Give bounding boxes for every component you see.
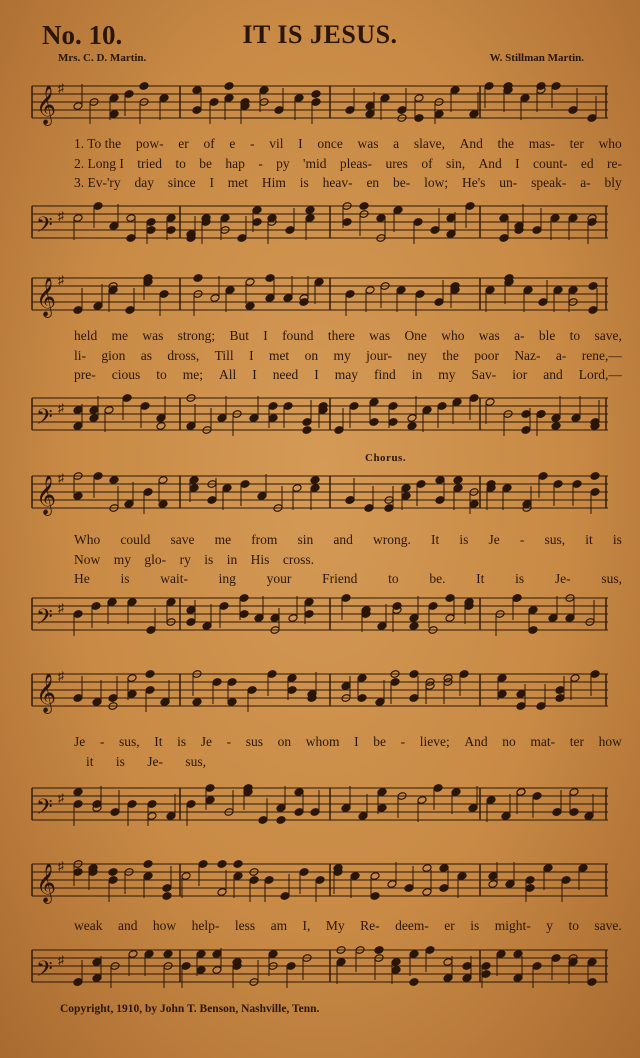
lyric-syllable: Sav- bbox=[471, 367, 497, 382]
note-head bbox=[193, 274, 203, 283]
lyric-syllable: me; bbox=[182, 367, 203, 382]
lyric-syllable: deem- bbox=[395, 918, 429, 933]
note-head bbox=[359, 202, 369, 211]
lyric-syllable: ter bbox=[569, 734, 585, 749]
lyric-syllable: ble bbox=[538, 328, 556, 343]
lyric-syllable: once bbox=[317, 136, 343, 151]
lyric-syllable: mat- bbox=[530, 734, 556, 749]
note-head bbox=[305, 206, 315, 215]
lyric-syllable: may bbox=[334, 367, 358, 382]
note-head bbox=[163, 950, 173, 959]
lyric-syllable: 1. To the bbox=[74, 136, 122, 151]
lyric-syllable: found bbox=[282, 328, 314, 343]
lyric-syllable: speak- bbox=[531, 175, 567, 190]
lyric-syllable: Friend bbox=[322, 571, 358, 586]
lyric-syllable: One bbox=[404, 328, 427, 343]
lyric-syllable: hap bbox=[225, 155, 245, 171]
treble-clef: 𝄞 bbox=[36, 475, 57, 515]
lyric-syllable: Je bbox=[488, 532, 500, 547]
note-head bbox=[143, 860, 153, 869]
lyric-syllable: li- bbox=[74, 347, 86, 363]
note-head bbox=[453, 476, 463, 485]
lyric-syllable: I bbox=[252, 367, 257, 382]
note-head bbox=[233, 860, 243, 869]
lyric-syllable: sus, bbox=[119, 734, 140, 749]
sharp-icon: ♯ bbox=[58, 471, 64, 485]
staff-drawing bbox=[30, 200, 612, 250]
lyric-syllable: mas- bbox=[528, 136, 555, 151]
lyric-line bbox=[74, 326, 622, 346]
lyrics-block bbox=[74, 732, 622, 771]
lyric-syllable: met bbox=[268, 347, 290, 363]
lyric-syllable: no bbox=[502, 734, 516, 749]
lyric-syllable: my bbox=[438, 367, 456, 382]
lyric-syllable: less bbox=[234, 918, 256, 933]
lyric-syllable: met bbox=[227, 175, 249, 190]
lyric-syllable: and bbox=[117, 918, 138, 933]
music-system-4 bbox=[30, 664, 622, 834]
lyric-syllable: I bbox=[298, 136, 303, 151]
lyric-syllable: is bbox=[459, 532, 469, 547]
lyric-syllable: be- bbox=[393, 175, 411, 190]
lyric-syllable: ry bbox=[179, 551, 191, 567]
lyric-syllable: cross. bbox=[282, 551, 314, 567]
lyric-syllable: my bbox=[113, 551, 131, 567]
note-head bbox=[310, 476, 320, 485]
lyric-syllable: could bbox=[120, 532, 151, 547]
sharp-icon: ♯ bbox=[58, 601, 64, 615]
lyric-syllable: I bbox=[354, 734, 359, 749]
lyric-syllable: to bbox=[568, 918, 579, 933]
note-head bbox=[162, 892, 172, 901]
bass-staff bbox=[30, 944, 612, 986]
lyrics-block bbox=[74, 326, 622, 385]
lyric-syllable: to bbox=[569, 328, 581, 343]
note-head bbox=[109, 476, 119, 485]
lyrics-block bbox=[74, 134, 622, 193]
chorus-label: Chorus. bbox=[365, 452, 407, 464]
sharp-icon: ♯ bbox=[58, 81, 64, 95]
lyric-syllable: to bbox=[156, 367, 167, 382]
lyric-syllable: save, bbox=[594, 328, 622, 343]
lyric-syllable: my bbox=[333, 347, 351, 363]
treble-staff bbox=[30, 80, 612, 125]
lyric-syllable: am bbox=[270, 918, 288, 933]
lyric-syllable: I, bbox=[302, 918, 311, 933]
lyric-syllable: the bbox=[497, 136, 515, 151]
lyric-syllable: and bbox=[543, 367, 563, 382]
bass-staff bbox=[30, 392, 612, 434]
lyric-syllable: Lord,— bbox=[578, 367, 622, 382]
lyric-syllable: pre- bbox=[74, 367, 96, 382]
lyric-syllable: weak bbox=[74, 918, 103, 933]
lyric-syllable: But bbox=[229, 328, 249, 343]
lyric-syllable: lieve; bbox=[419, 734, 450, 749]
lyric-syllable: Re- bbox=[360, 918, 380, 933]
note-head bbox=[224, 82, 234, 91]
lyric-syllable: who bbox=[598, 136, 622, 151]
lyric-syllable: rene,— bbox=[581, 347, 622, 363]
lyric-syllable: I bbox=[209, 175, 214, 190]
music-system-2 bbox=[30, 266, 622, 446]
note-head bbox=[73, 788, 83, 797]
bass-staff bbox=[30, 782, 612, 824]
lyric-syllable: in bbox=[226, 551, 238, 567]
lyric-syllable: sus bbox=[245, 734, 264, 749]
lyric-syllable: cious bbox=[111, 367, 141, 382]
note-head bbox=[311, 90, 321, 99]
lyric-syllable: from bbox=[251, 532, 278, 547]
lyric-syllable: to bbox=[175, 155, 186, 171]
note-head bbox=[192, 698, 202, 707]
lyric-syllable: Till bbox=[214, 347, 234, 363]
lyric-syllable: need bbox=[272, 367, 299, 382]
bass-clef: 𝄢 bbox=[36, 795, 53, 825]
lyric-syllable: vil bbox=[269, 136, 284, 151]
lyric-line bbox=[74, 550, 314, 570]
lyric-syllable: er bbox=[178, 136, 189, 151]
hymn-title: IT IS JESUS. bbox=[242, 20, 398, 49]
lyric-line bbox=[74, 365, 622, 385]
lyric-syllable: 'mid bbox=[303, 155, 327, 171]
bass-clef: 𝄢 bbox=[36, 213, 53, 243]
bass-staff bbox=[30, 592, 612, 634]
treble-staff bbox=[30, 858, 612, 903]
lyric-syllable: - bbox=[258, 155, 263, 171]
copyright-notice: Copyright, 1910, by John T. Benson, Nashville, Tenn. bbox=[60, 1003, 320, 1015]
hymn-number: No. 10. bbox=[42, 20, 123, 50]
lyric-syllable: pow- bbox=[135, 136, 164, 151]
note-head bbox=[407, 422, 417, 431]
staff-drawing bbox=[30, 80, 612, 130]
lyric-syllable: Naz- bbox=[514, 347, 541, 363]
bass-clef: 𝄢 bbox=[36, 957, 53, 987]
lyric-syllable: Now bbox=[74, 551, 101, 567]
sharp-icon: ♯ bbox=[58, 273, 64, 287]
sharp-icon: ♯ bbox=[58, 791, 64, 805]
lyric-syllable: sus, bbox=[185, 753, 206, 769]
treble-clef: 𝄞 bbox=[36, 673, 57, 713]
lyric-syllable: low; bbox=[424, 175, 449, 190]
lyric-syllable: ter bbox=[569, 136, 584, 151]
lyric-syllable: Je bbox=[200, 734, 213, 749]
lyric-line bbox=[74, 916, 622, 936]
lyric-syllable: whom bbox=[305, 734, 340, 749]
lyric-syllable: is bbox=[515, 571, 525, 586]
staff-drawing bbox=[30, 668, 612, 718]
lyric-syllable: a bbox=[393, 136, 400, 151]
lyric-syllable: is bbox=[299, 175, 309, 190]
lyric-syllable: Him bbox=[261, 175, 286, 190]
note-head bbox=[374, 946, 384, 955]
lyric-syllable: save bbox=[170, 532, 195, 547]
lyric-syllable: save. bbox=[594, 918, 622, 933]
lyric-syllable: me bbox=[214, 532, 232, 547]
lyric-syllable: er bbox=[444, 918, 455, 933]
lyric-line bbox=[74, 173, 622, 193]
lyric-syllable: bly bbox=[604, 175, 622, 190]
lyric-syllable: en bbox=[366, 175, 380, 190]
lyric-syllable: is bbox=[470, 918, 480, 933]
note-head bbox=[409, 978, 419, 987]
note-head bbox=[276, 816, 286, 825]
lyric-syllable: Who bbox=[74, 532, 101, 547]
lyric-syllable: re- bbox=[606, 155, 622, 171]
lyric-line bbox=[74, 530, 622, 550]
lyric-syllable: - bbox=[250, 136, 255, 151]
lyric-syllable: I bbox=[314, 367, 319, 382]
note-head bbox=[156, 422, 166, 431]
lyric-syllable: since bbox=[167, 175, 196, 190]
composer: W. Stillman Martin. bbox=[489, 52, 584, 64]
lyric-syllable: there bbox=[327, 328, 355, 343]
lyric-syllable: - bbox=[226, 734, 232, 749]
note-head bbox=[139, 82, 149, 91]
treble-staff bbox=[30, 272, 612, 317]
note-head bbox=[108, 868, 118, 877]
lyric-syllable: was bbox=[357, 136, 379, 151]
lyric-syllable: is bbox=[612, 532, 622, 547]
lyric-line bbox=[74, 732, 622, 752]
lyric-syllable: ures bbox=[385, 155, 408, 171]
lyric-syllable: wrong. bbox=[373, 532, 411, 547]
staff-drawing bbox=[30, 470, 612, 520]
lyric-syllable: sin bbox=[297, 532, 314, 547]
lyric-syllable: me bbox=[111, 328, 129, 343]
lyric-syllable: And bbox=[464, 734, 488, 749]
staff-drawing bbox=[30, 592, 612, 642]
lyric-syllable: And bbox=[459, 136, 483, 151]
lyric-syllable: to bbox=[388, 571, 399, 586]
bass-clef: 𝄢 bbox=[36, 405, 53, 435]
treble-clef: 𝄞 bbox=[36, 277, 57, 317]
lyric-syllable: He bbox=[74, 571, 90, 586]
lyric-syllable: glo- bbox=[144, 551, 167, 567]
note-head bbox=[409, 622, 419, 631]
treble-staff bbox=[30, 668, 612, 713]
lyric-syllable: is bbox=[115, 753, 125, 769]
sharp-icon: ♯ bbox=[58, 401, 64, 415]
lyric-syllable: ed bbox=[580, 155, 594, 171]
lyric-syllable: ing bbox=[218, 571, 236, 586]
music-system-3 bbox=[30, 464, 622, 644]
lyric-syllable: - bbox=[99, 734, 105, 749]
lyric-syllable: your bbox=[266, 571, 292, 586]
lyric-syllable: It bbox=[476, 571, 485, 586]
lyric-syllable: wait- bbox=[160, 571, 188, 586]
lyric-syllable: of bbox=[203, 136, 215, 151]
lyric-syllable: jour- bbox=[366, 347, 393, 363]
lyric-syllable: I bbox=[249, 347, 254, 363]
lyric-syllable: find bbox=[374, 367, 396, 382]
lyric-syllable: tried bbox=[137, 155, 162, 171]
bass-staff bbox=[30, 200, 612, 242]
sharp-icon: ♯ bbox=[58, 209, 64, 223]
staff-drawing bbox=[30, 944, 612, 994]
lyric-syllable: in bbox=[411, 367, 423, 382]
lyric-syllable: it bbox=[585, 532, 593, 547]
note-head bbox=[302, 426, 312, 435]
lyric-syllable: of bbox=[421, 155, 433, 171]
lyric-syllable: It bbox=[431, 532, 440, 547]
lyric-syllable: a- bbox=[555, 347, 567, 363]
note-head bbox=[217, 860, 227, 869]
lyric-syllable: y bbox=[546, 918, 553, 933]
lyric-syllable: His bbox=[250, 551, 270, 567]
lyric-syllable: count- bbox=[532, 155, 568, 171]
staff-drawing bbox=[30, 782, 612, 832]
lyrics-block bbox=[74, 530, 622, 589]
music-system-5 bbox=[30, 854, 622, 994]
lyric-syllable: py bbox=[276, 155, 290, 171]
staff-drawing bbox=[30, 392, 612, 442]
lyric-syllable: un- bbox=[499, 175, 518, 190]
lyric-syllable: And bbox=[478, 155, 502, 171]
lyric-syllable: All bbox=[219, 367, 237, 382]
lyric-syllable: gion bbox=[101, 347, 126, 363]
lyric-syllable: the bbox=[442, 347, 459, 363]
lyric-line bbox=[74, 346, 622, 366]
lyric-line bbox=[74, 154, 622, 174]
lyric-syllable: was bbox=[369, 328, 391, 343]
lyric-syllable: My bbox=[325, 918, 345, 933]
lyric-syllable: and bbox=[333, 532, 353, 547]
lyric-syllable: I bbox=[263, 328, 268, 343]
lyric-syllable: slave, bbox=[413, 136, 445, 151]
lyric-syllable: poor bbox=[474, 347, 499, 363]
lyric-syllable: on bbox=[277, 734, 292, 749]
music-system-1 bbox=[30, 74, 622, 254]
note-head bbox=[551, 422, 561, 431]
lyric-syllable: strong; bbox=[177, 328, 216, 343]
lyric-syllable: might- bbox=[494, 918, 531, 933]
lyric-syllable: it bbox=[86, 753, 94, 769]
lyric-syllable: Je- bbox=[147, 753, 163, 769]
lyric-syllable: sin, bbox=[445, 155, 466, 171]
lyric-syllable: a- bbox=[514, 328, 525, 343]
treble-clef: 𝄞 bbox=[36, 85, 57, 125]
sharp-icon: ♯ bbox=[58, 953, 64, 967]
bass-clef: 𝄢 bbox=[36, 605, 53, 635]
treble-staff bbox=[30, 470, 612, 515]
lyric-syllable: how bbox=[598, 734, 622, 749]
lyric-syllable: be bbox=[199, 155, 213, 171]
lyric-syllable: day bbox=[134, 175, 155, 190]
lyric-syllable: held bbox=[74, 328, 98, 343]
lyrics-block bbox=[74, 916, 622, 936]
lyric-syllable: - bbox=[519, 532, 525, 547]
note-head bbox=[145, 670, 155, 679]
lyric-syllable: who bbox=[441, 328, 465, 343]
staff-drawing bbox=[30, 272, 612, 322]
treble-clef: 𝄞 bbox=[36, 863, 57, 903]
note-head bbox=[590, 472, 600, 481]
lyric-syllable: I bbox=[515, 155, 520, 171]
lyric-syllable: 2. Long I bbox=[74, 155, 124, 171]
lyricist: Mrs. C. D. Martin. bbox=[58, 52, 147, 64]
staff-drawing bbox=[30, 858, 612, 908]
lyric-syllable: was bbox=[142, 328, 164, 343]
lyric-syllable: pleas- bbox=[339, 155, 373, 171]
lyric-syllable: as bbox=[140, 347, 153, 363]
lyric-syllable: be bbox=[373, 734, 387, 749]
lyric-syllable: It bbox=[154, 734, 163, 749]
lyric-syllable: dross, bbox=[167, 347, 200, 363]
lyric-syllable: how bbox=[152, 918, 177, 933]
lyric-syllable: sus, bbox=[601, 571, 622, 586]
lyric-syllable: ney bbox=[407, 347, 427, 363]
lyric-syllable: 3. Ev-'ry bbox=[74, 175, 121, 190]
lyric-syllable: is bbox=[204, 551, 214, 567]
lyric-line bbox=[86, 752, 206, 772]
lyric-syllable: was bbox=[478, 328, 500, 343]
lyric-line bbox=[74, 569, 622, 589]
lyric-line bbox=[74, 134, 622, 154]
lyric-syllable: be. bbox=[429, 571, 446, 586]
sharp-icon: ♯ bbox=[58, 859, 64, 873]
lyric-syllable: Je bbox=[74, 734, 86, 749]
lyric-syllable: heav- bbox=[322, 175, 353, 190]
lyric-syllable: a- bbox=[580, 175, 591, 190]
lyric-syllable: help- bbox=[191, 918, 220, 933]
lyric-syllable: is bbox=[120, 571, 130, 586]
lyric-syllable: He's bbox=[461, 175, 486, 190]
lyric-syllable: on bbox=[304, 347, 319, 363]
lyric-syllable: ior bbox=[512, 367, 528, 382]
lyric-syllable: e bbox=[229, 136, 236, 151]
sharp-icon: ♯ bbox=[58, 669, 64, 683]
lyric-syllable: is bbox=[177, 734, 187, 749]
lyric-syllable: Je- bbox=[554, 571, 571, 586]
lyric-syllable: - bbox=[400, 734, 406, 749]
lyric-syllable: sus, bbox=[544, 532, 566, 547]
